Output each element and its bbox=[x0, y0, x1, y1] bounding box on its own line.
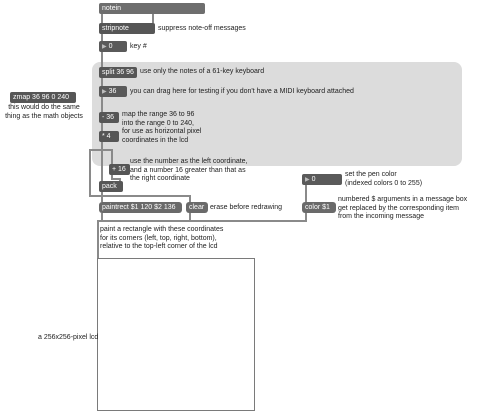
dollar-comment-line: from the incoming message bbox=[338, 213, 424, 220]
zmap-label: zmap 36 96 0 240 bbox=[13, 94, 70, 101]
number-triangle-icon: ▶ bbox=[305, 177, 310, 183]
stripnote-label: stripnote bbox=[102, 25, 129, 32]
paint-comment-line: paint a rectangle with these coordinates bbox=[100, 226, 224, 233]
number-triangle-icon: ▶ bbox=[102, 44, 107, 50]
plus-object[interactable] bbox=[109, 164, 130, 175]
key-comment: key # bbox=[130, 43, 147, 50]
paint-comment-line: relative to the top-left corner of the lcd bbox=[100, 243, 218, 250]
paint-comment bbox=[100, 226, 223, 252]
pack-object[interactable] bbox=[99, 181, 123, 192]
plus-comment-line: use the number as the left coordinate, bbox=[130, 158, 248, 165]
clear-comment: erase before redrawing bbox=[210, 204, 282, 211]
times-label: * 4 bbox=[102, 133, 111, 140]
clear-label: clear bbox=[189, 204, 205, 211]
plus-comment bbox=[130, 158, 248, 184]
drag-number-value: 36 bbox=[108, 88, 117, 95]
stripnote-object[interactable] bbox=[99, 23, 155, 34]
map-comment-line: for use as horizontal pixel bbox=[122, 128, 202, 135]
map-comment bbox=[122, 111, 201, 145]
notein-object[interactable] bbox=[99, 3, 205, 14]
color-message[interactable] bbox=[302, 202, 336, 213]
paintrect-label: paintrect $1 120 $2 136 bbox=[102, 204, 176, 211]
color-number-box[interactable] bbox=[302, 174, 342, 185]
key-number-value: 0 bbox=[108, 43, 113, 50]
dollar-comment-line: numbered $ arguments in a message box bbox=[338, 196, 468, 203]
paintrect-message[interactable] bbox=[99, 202, 182, 213]
minus-object[interactable] bbox=[99, 112, 119, 123]
zmap-object[interactable] bbox=[10, 92, 76, 103]
clear-message[interactable] bbox=[186, 202, 208, 213]
plus-comment-line: the right coordinate bbox=[130, 175, 190, 182]
minus-label: - 36 bbox=[102, 114, 115, 121]
map-comment-line: coordinates in the lcd bbox=[122, 136, 189, 144]
dollar-comment bbox=[338, 196, 467, 222]
color-number-value: 0 bbox=[311, 176, 316, 183]
cord-colormsg-lcd bbox=[99, 213, 306, 221]
lcd-canvas[interactable] bbox=[97, 258, 255, 411]
zmap-comment bbox=[0, 104, 88, 121]
cord-clear-lcd bbox=[99, 213, 190, 221]
cord-times-plus bbox=[102, 142, 112, 164]
times-object[interactable] bbox=[99, 131, 119, 142]
stripnote-comment: suppress note-off messages bbox=[158, 25, 246, 32]
zmap-comment-line: thing as the math objects bbox=[5, 112, 83, 120]
lcd-comment: a 256x256-pixel lcd bbox=[38, 334, 99, 341]
plus-comment-line: and a number 16 greater than that as bbox=[130, 166, 246, 174]
map-comment-line: map the range 36 to 96 bbox=[122, 111, 195, 118]
plus-label: + 16 bbox=[112, 166, 126, 173]
key-number-box[interactable] bbox=[99, 41, 127, 52]
color-message-label: color $1 bbox=[305, 204, 330, 211]
notein-label: notein bbox=[102, 5, 122, 12]
drag-comment: you can drag here for testing if you don't have a MIDI keyboard attached bbox=[130, 88, 354, 95]
pen-comment-line: set the pen color bbox=[345, 171, 397, 178]
paint-comment-line: for its corners (left, top, right, bottom), bbox=[100, 234, 217, 242]
pen-comment bbox=[345, 171, 422, 188]
zmap-comment-line: this would do the same bbox=[8, 104, 80, 111]
pen-comment-line: (indexed colors 0 to 255) bbox=[345, 179, 423, 187]
split-object[interactable] bbox=[99, 67, 137, 78]
pack-label: pack bbox=[102, 183, 117, 190]
map-comment-line: into the range 0 to 240, bbox=[122, 119, 194, 127]
drag-number-box[interactable] bbox=[99, 86, 127, 97]
dollar-comment-line: get replaced by the corresponding item bbox=[338, 204, 460, 212]
split-comment: use only the notes of a 61-key keyboard bbox=[140, 68, 265, 75]
number-triangle-icon: ▶ bbox=[102, 89, 107, 95]
split-label: split 36 96 bbox=[102, 69, 134, 76]
